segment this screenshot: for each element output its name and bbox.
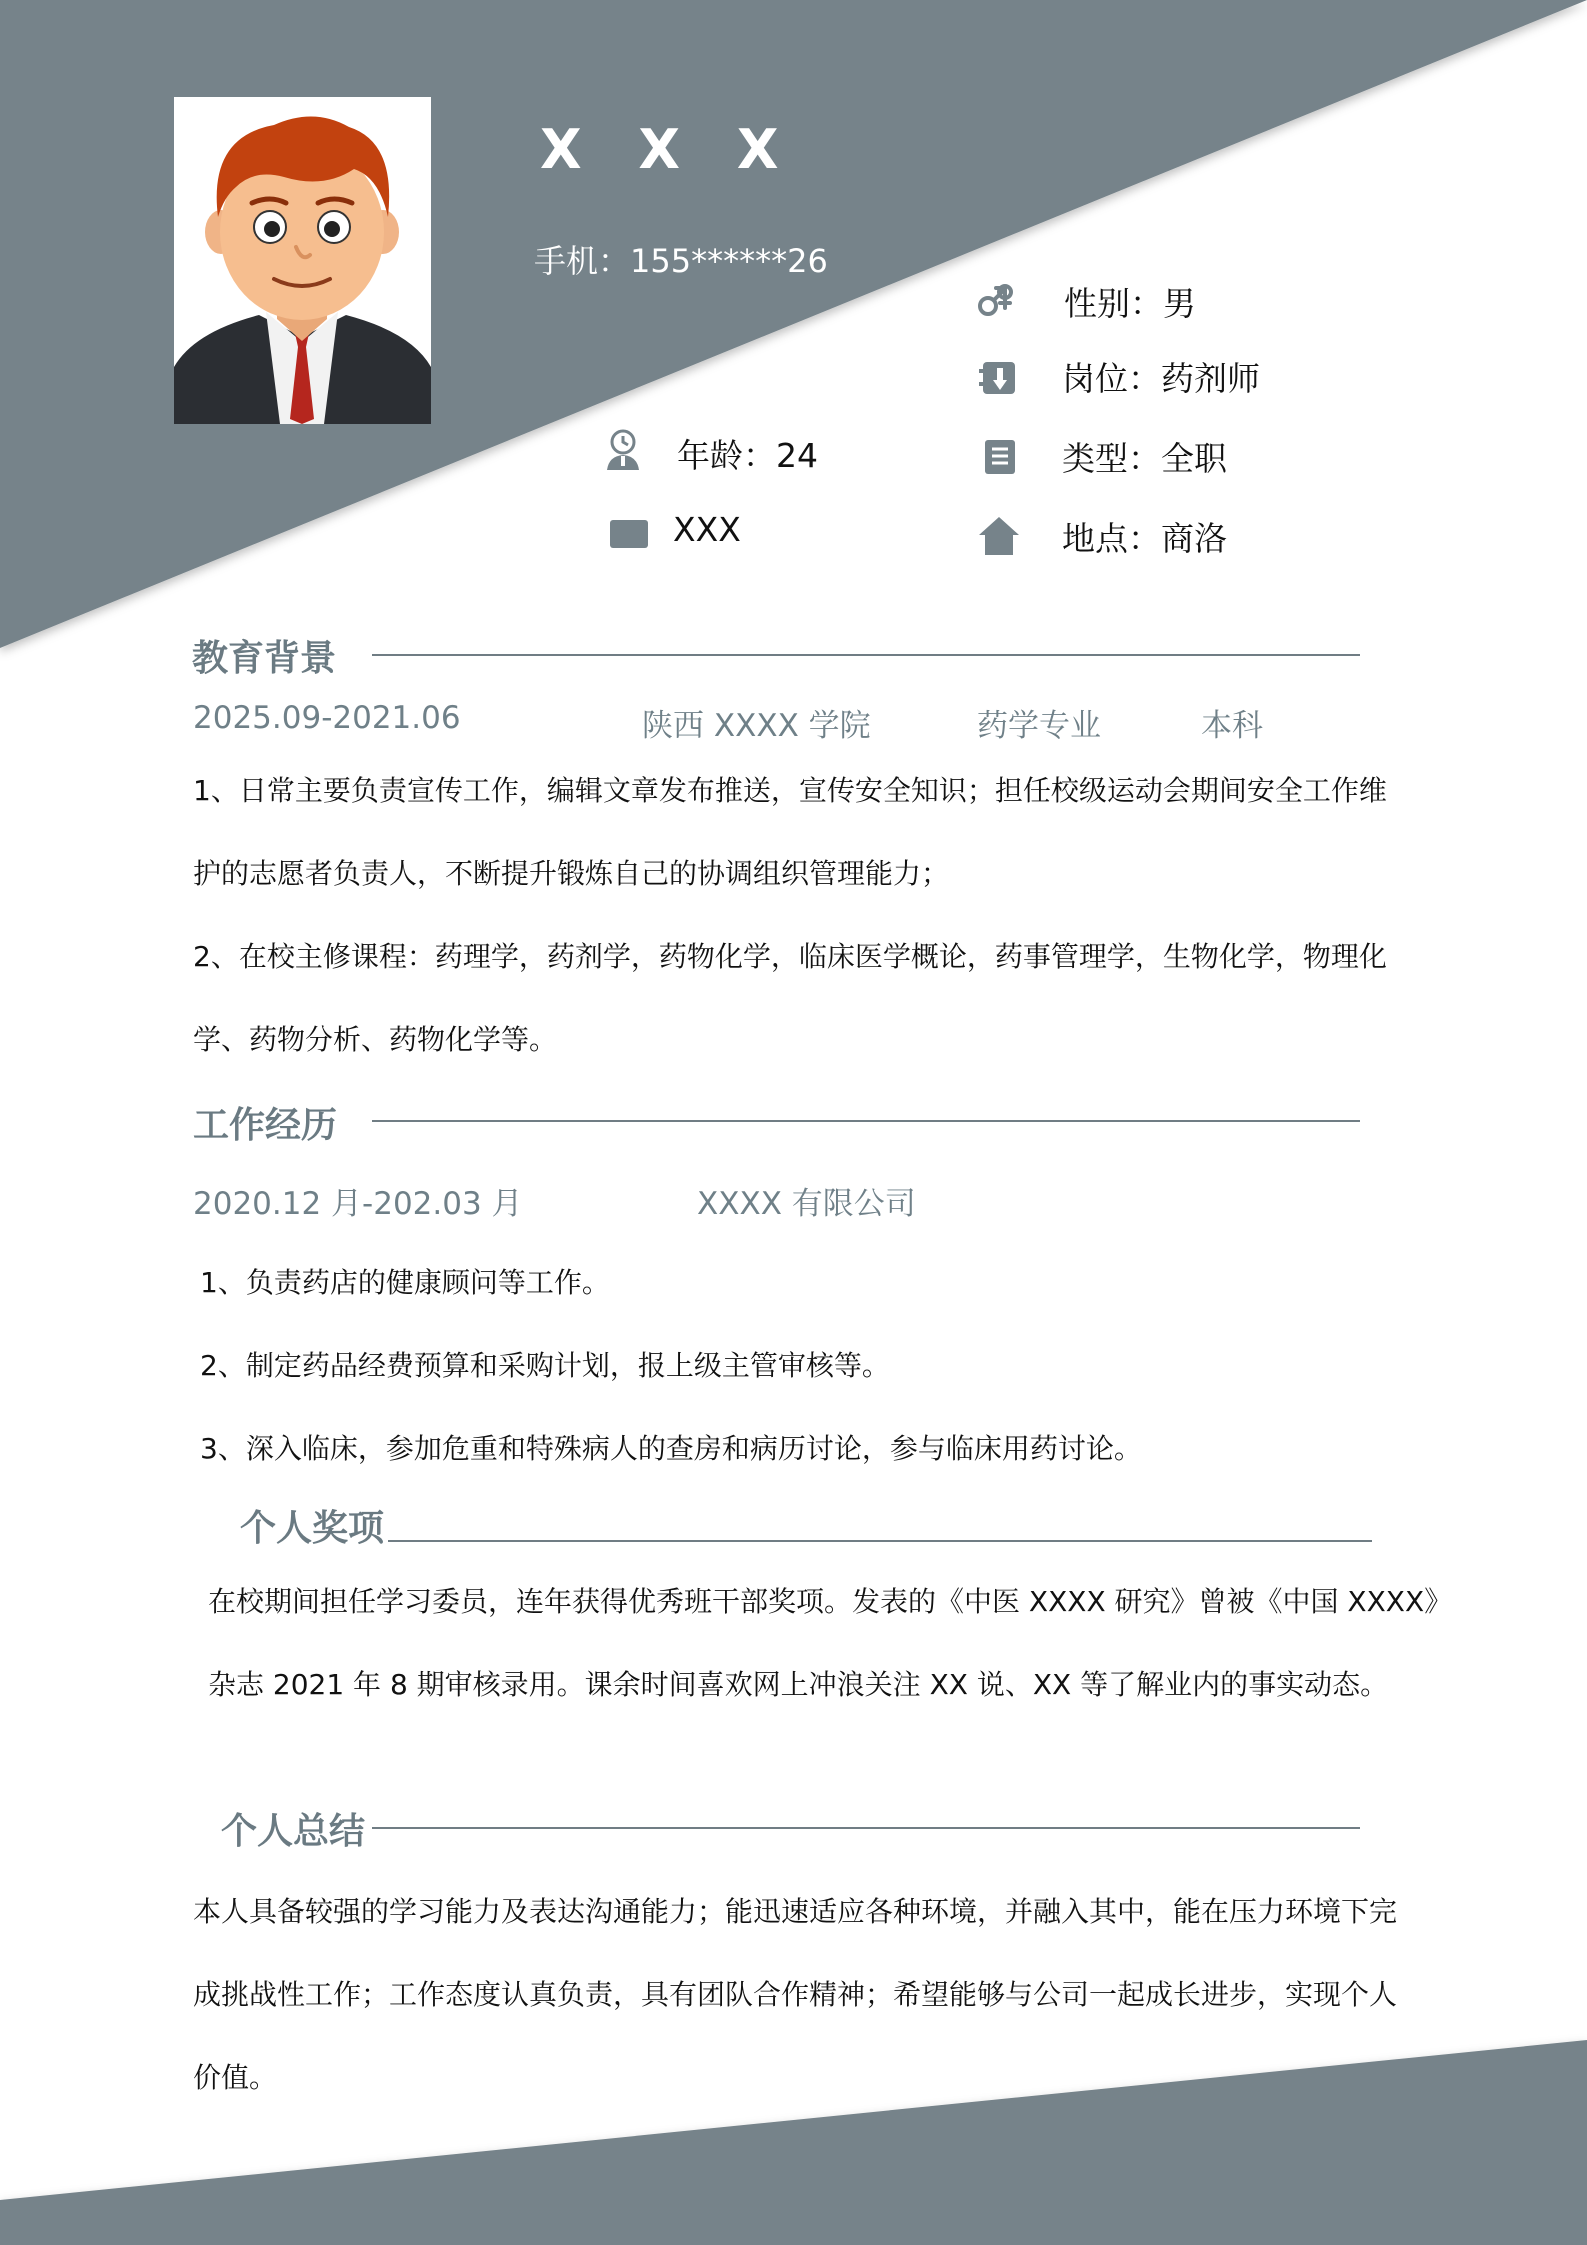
education-major: 药学专业 — [977, 708, 1101, 744]
work-company: XXXX 有限公司 — [697, 1186, 916, 1222]
location-separator: ： — [1128, 519, 1161, 558]
age-separator: ： — [743, 436, 776, 475]
position-value: 药剂师 — [1161, 359, 1260, 398]
location-info — [1062, 513, 1227, 560]
phone-label: 手机 — [534, 242, 599, 280]
work-divider — [372, 1120, 1360, 1122]
badge-icon — [977, 356, 1021, 400]
phone-separator: ： — [598, 242, 631, 280]
position-label: 岗位 — [1062, 359, 1128, 398]
home-icon — [977, 513, 1021, 557]
profile-photo — [174, 97, 431, 424]
gender-info — [1064, 278, 1196, 325]
work-item: 1、负责药店的健康顾问等工作。 — [200, 1266, 610, 1299]
candidate-name: X X X — [540, 118, 781, 181]
work-item: 3、深入临床，参加危重和特殊病人的查房和病历讨论，参与临床用药讨论。 — [200, 1432, 1142, 1465]
location-label: 地点 — [1062, 519, 1128, 558]
education-line: 1、日常主要负责宣传工作，编辑文章发布推送，宣传安全知识；担任校级运动会期间安全工作维 — [193, 774, 1387, 807]
education-line: 2、在校主修课程：药理学，药剂学，药物化学，临床医学概论，药事管理学，生物化学，物理化 — [193, 940, 1387, 973]
awards-line: 杂志 2021 年 8 期审核录用。课余时间喜欢网上冲浪关注 XX 说、XX 等了解业内的事实动态。 — [208, 1668, 1389, 1701]
education-period: 2025.09-2021.06 — [193, 700, 461, 736]
type-info — [1062, 433, 1227, 480]
age-clock-icon — [601, 428, 645, 472]
work-title: 工作经历 — [193, 1105, 338, 1146]
position-info — [1062, 353, 1260, 400]
gender-icon — [974, 278, 1018, 322]
gender-separator: ： — [1130, 284, 1163, 323]
summary-line: 本人具备较强的学习能力及表达沟通能力；能迅速适应各种环境，并融入其中，能在压力环境下完 — [193, 1895, 1398, 1928]
gender-value: 男 — [1163, 284, 1196, 323]
envelope-icon — [608, 512, 652, 556]
work-item: 2、制定药品经费预算和采购计划，报上级主管审核等。 — [200, 1349, 890, 1382]
work-period: 2020.12 月-202.03 月 — [193, 1186, 523, 1222]
education-line: 护的志愿者负责人，不断提升锻炼自己的协调组织管理能力； — [193, 857, 950, 890]
education-title: 教育背景 — [192, 638, 337, 679]
awards-line: 在校期间担任学习委员，连年获得优秀班干部奖项。发表的《中医 XXXX 研究》曾被《中国 XXXX》 — [208, 1585, 1453, 1618]
position-separator: ： — [1128, 359, 1161, 398]
phone-info — [534, 236, 828, 282]
age-value: 24 — [776, 436, 818, 475]
summary-title: 个人总结 — [221, 1811, 366, 1852]
phone-value: 155******26 — [630, 242, 828, 280]
email-value: XXX — [673, 510, 741, 549]
age-info — [677, 430, 818, 477]
document-icon — [978, 435, 1022, 479]
awards-title: 个人奖项 — [240, 1508, 385, 1549]
type-label: 类型 — [1062, 439, 1128, 478]
awards-divider — [388, 1540, 1372, 1542]
summary-line: 价值。 — [193, 2061, 278, 2094]
education-divider — [372, 654, 1360, 656]
type-separator: ： — [1128, 439, 1161, 478]
education-degree: 本科 — [1201, 708, 1263, 744]
gender-label: 性别 — [1064, 284, 1130, 323]
education-school: 陕西 XXXX 学院 — [642, 708, 871, 744]
type-value: 全职 — [1161, 439, 1227, 478]
age-label: 年龄 — [677, 436, 743, 475]
education-line: 学、药物分析、药物化学等。 — [193, 1023, 558, 1056]
location-value: 商洛 — [1161, 519, 1227, 558]
summary-divider — [372, 1827, 1360, 1829]
summary-line: 成挑战性工作；工作态度认真负责，具有团队合作精神；希望能够与公司一起成长进步，实现个人 — [193, 1978, 1398, 2011]
email-info — [673, 510, 741, 549]
